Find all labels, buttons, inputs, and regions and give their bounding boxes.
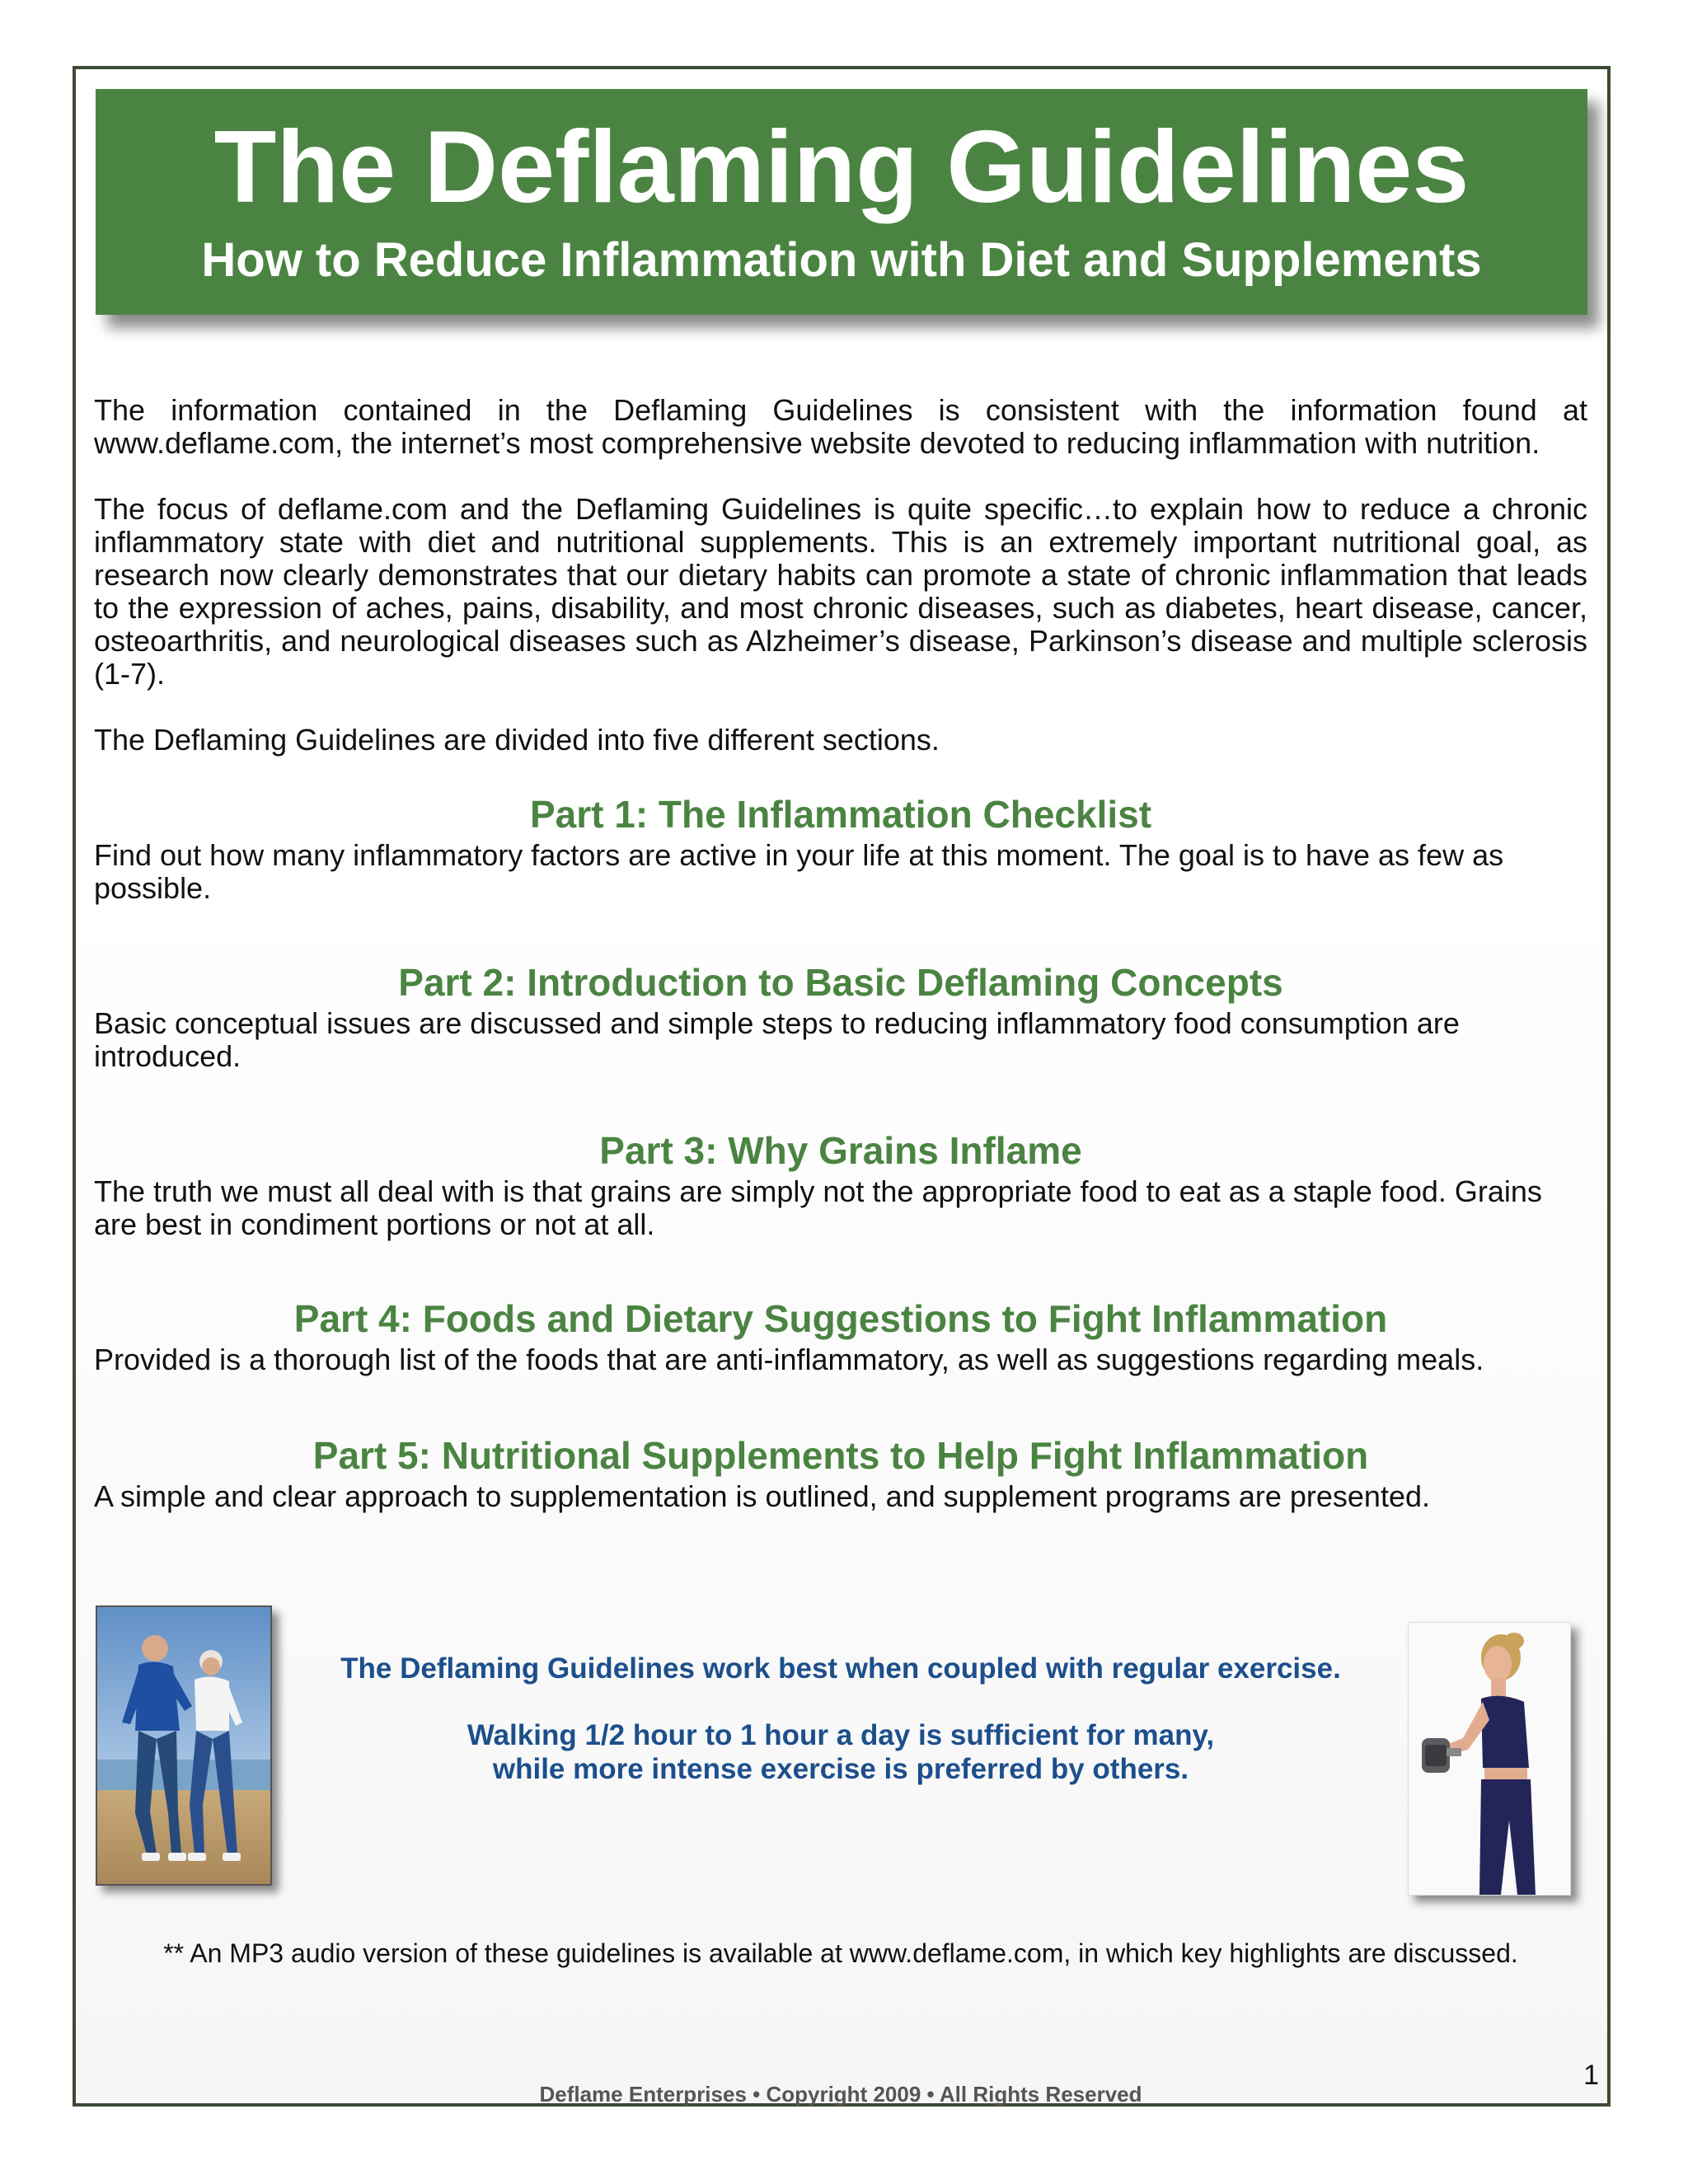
page-border	[73, 66, 1611, 2107]
document-subtitle: How to Reduce Inflammation with Diet and Supplements	[201, 233, 1482, 287]
part-4-heading: Part 4: Foods and Dietary Suggestions to Fight Inflammation	[293, 1297, 1388, 1340]
title-banner	[96, 89, 1587, 315]
part-5-heading: Part 5: Nutritional Supplements to Help Fight Inflammation	[312, 1434, 1369, 1477]
part-3-heading: Part 3: Why Grains Inflame	[599, 1129, 1082, 1172]
document-title: The Deflaming Guidelines	[213, 110, 1470, 224]
part-1-description: Find out how many inflammatory factors are active in your life at this moment. The goal is to have as few as possible.	[94, 838, 1504, 905]
part-3-description: The truth we must all deal with is that grains are simply not the appropriate food to eat as a staple food. Grains are best in condiment portions or not at all.	[94, 1174, 1542, 1241]
exercise-tip-line-3: while more intense exercise is preferred by others.	[492, 1753, 1189, 1785]
intro-paragraph-2: The focus of deflame.com and the Deflaming Guidelines is quite specific…to explain how to reduce a chronic inflammatory state with diet and nutritional supplements. This is an extremely important nutritional goal, as research now clearly demonstrates that our dietary habits can promote a state of chronic inflammation that leads to the expression of aches, pains, disability, and most chronic diseases, such as diabetes, heart disease, cancer, osteoarthritis, and neurological diseases such as Alzheimer’s disease, Parkinson’s disease and multiple sclerosis (1-7).	[94, 492, 1587, 691]
part-2-description: Basic conceptual issues are discussed and simple steps to reducing inflammatory food consumption are introduced.	[94, 1006, 1460, 1073]
exercise-tip-line-1: The Deflaming Guidelines work best when coupled with regular exercise.	[340, 1652, 1341, 1685]
copyright-footer: Deflame Enterprises • Copyright 2009 • All Rights Reserved	[539, 2082, 1142, 2107]
exercise-tip-line-2: Walking 1/2 hour to 1 hour a day is sufficient for many,	[467, 1719, 1215, 1751]
page-number: 1	[1583, 2060, 1599, 2091]
intro-paragraph-1: The information contained in the Deflaming Guidelines is consistent with the information found at www.deflame.com, the internet’s most comprehensive website devoted to reducing inflammation with nutrition.	[94, 393, 1587, 460]
mp3-audio-note: ** An MP3 audio version of these guidelines is available at www.deflame.com, in which key highlights are discussed.	[163, 1938, 1518, 1968]
part-2-heading: Part 2: Introduction to Basic Deflaming Concepts	[398, 961, 1283, 1004]
part-5-description: A simple and clear approach to supplementation is outlined, and supplement programs are presented.	[94, 1479, 1430, 1513]
intro-paragraph-3: The Deflaming Guidelines are divided into five different sections.	[94, 723, 940, 757]
part-1-heading: Part 1: The Inflammation Checklist	[529, 793, 1152, 836]
part-4-description: Provided is a thorough list of the foods that are anti-inflammatory, as well as suggestions regarding meals.	[94, 1343, 1484, 1376]
walking-couple-photo	[96, 1605, 272, 1886]
dumbbell-woman-photo	[1408, 1622, 1571, 1896]
